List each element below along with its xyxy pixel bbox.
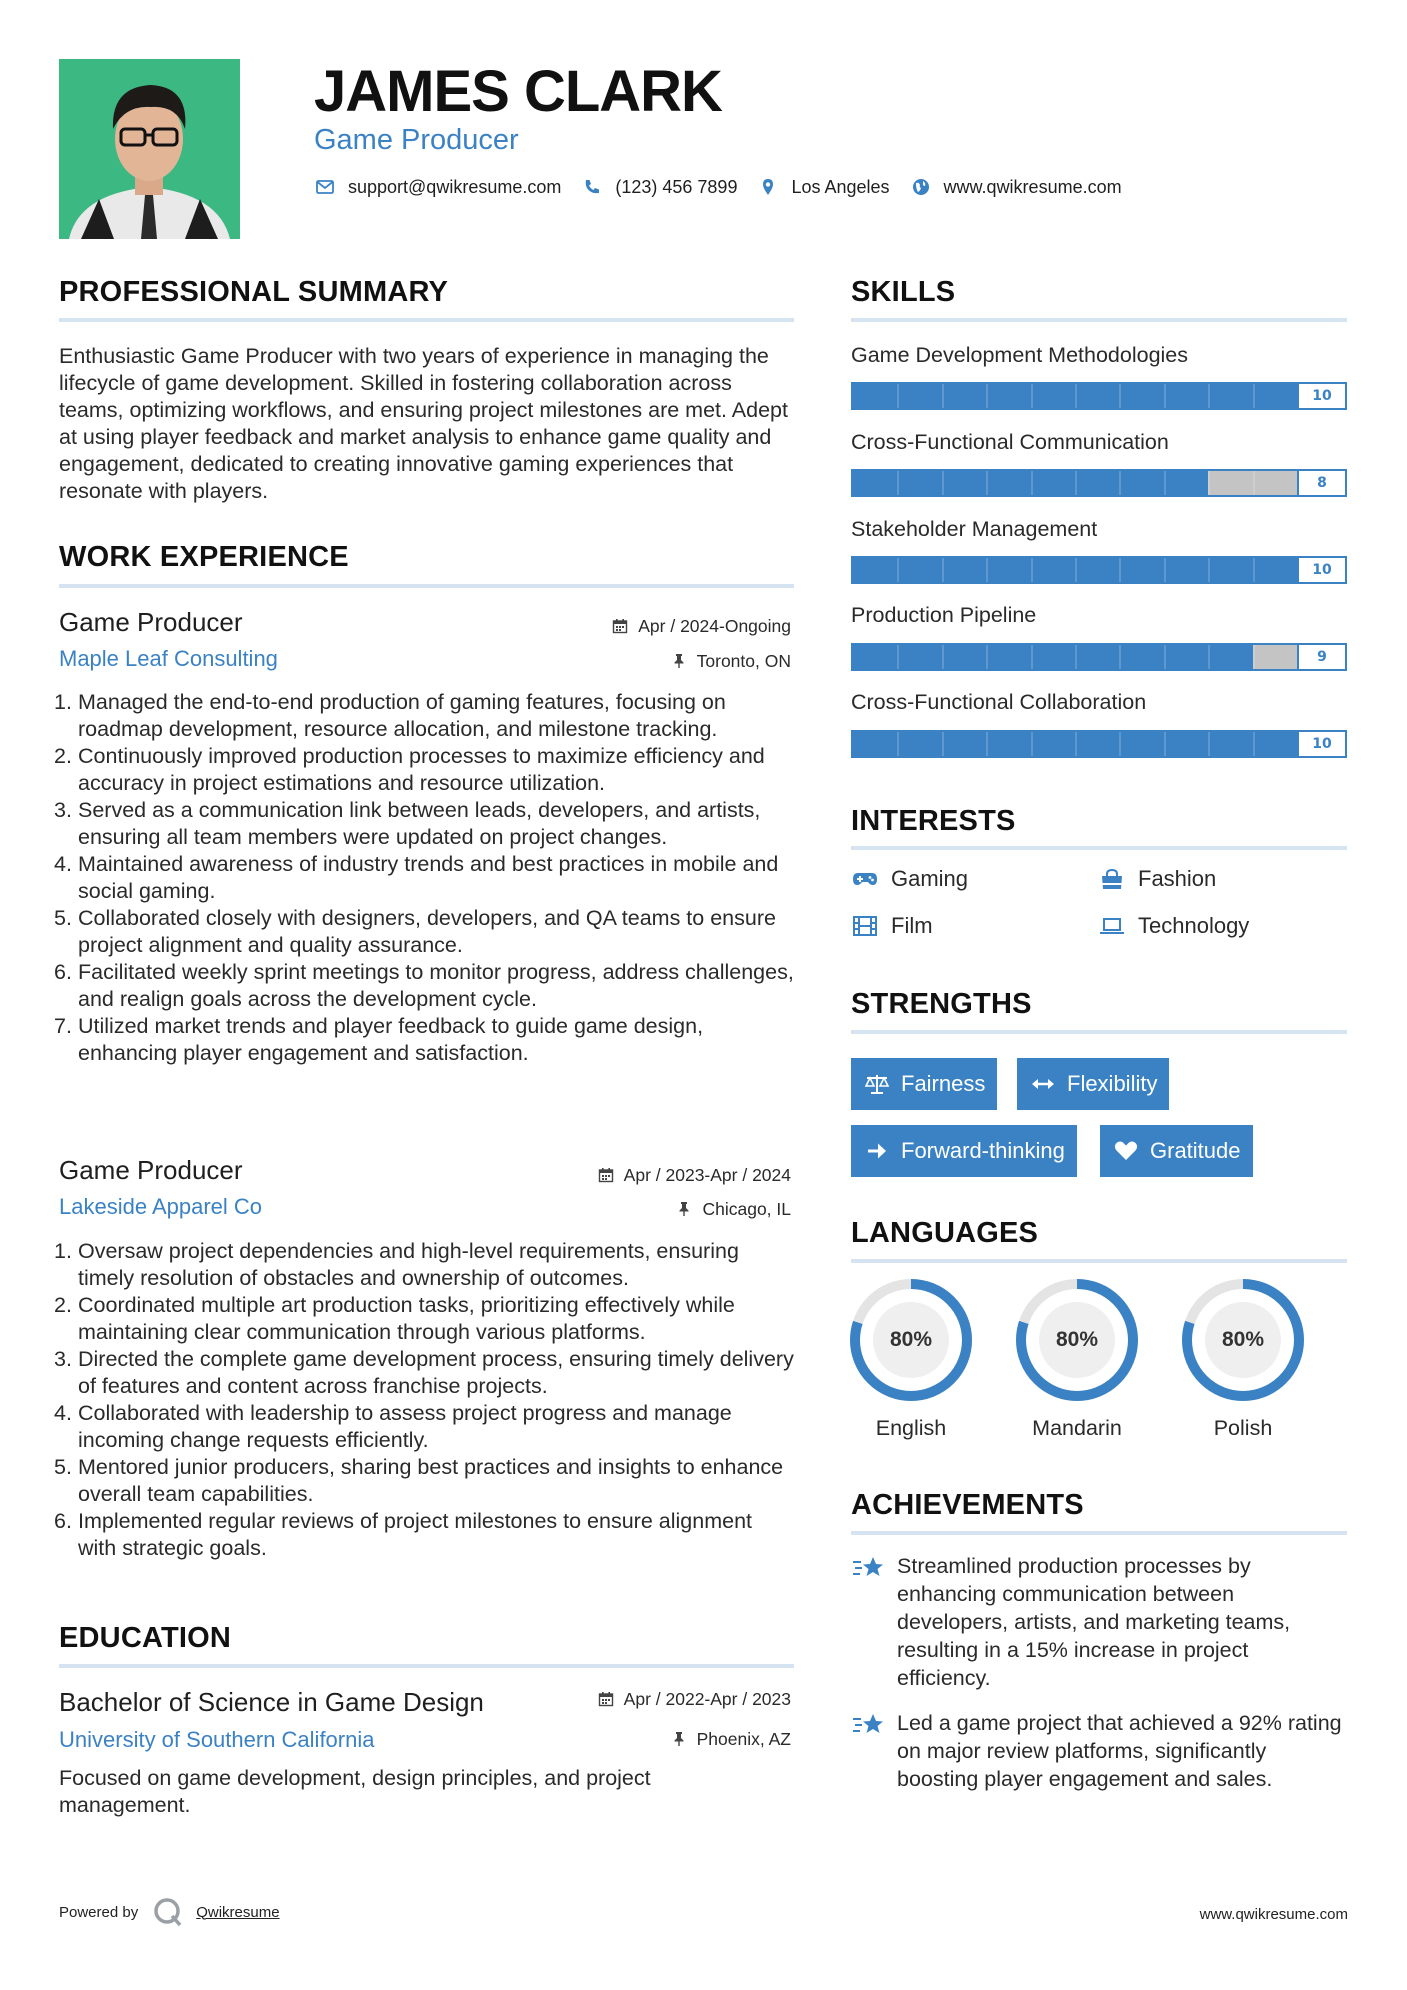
heart-icon: [1112, 1138, 1140, 1164]
skill-bar-segment: [1031, 732, 1033, 756]
interest-technology: [1098, 913, 1249, 939]
education-location-text: Phoenix, AZ: [696, 1729, 791, 1749]
interest-label: Fashion: [1138, 866, 1217, 891]
achievement-text: Streamlined production processes by enhancing communication between developers, artists, and marketing teams, resulting in a 15% increase in project efficiency.: [897, 1554, 1291, 1690]
skill-bar-segment: [1031, 471, 1033, 495]
shooting-star-icon: [851, 1554, 887, 1584]
skill-bar-segment: [1253, 732, 1255, 756]
skill-bar-segment: [1031, 384, 1033, 408]
experience-divider: [59, 584, 794, 588]
contact-phone[interactable]: [581, 176, 737, 198]
interest-gaming: [851, 866, 968, 892]
balance-scale-icon: [863, 1071, 891, 1097]
company-name: Maple Leaf Consulting: [59, 646, 278, 671]
skills-divider: [851, 318, 1347, 322]
skill-bar-segment: [986, 558, 988, 582]
strengths-heading: STRENGTHS: [851, 988, 1032, 1020]
interest-film: [851, 913, 933, 939]
interest-label: Film: [891, 913, 933, 938]
skill-level: 10: [1297, 558, 1345, 582]
skill-bar-segment: [1208, 645, 1210, 669]
contact-email[interactable]: [314, 176, 561, 198]
skill-name: Cross-Functional Collaboration: [851, 690, 1147, 714]
pin-icon: [676, 1201, 694, 1219]
skills-heading: SKILLS: [851, 276, 956, 308]
skill-bar-segment: [1119, 732, 1121, 756]
education-divider: [59, 1664, 794, 1668]
skill-bar-segment: [1253, 645, 1255, 669]
education-date-text: Apr / 2022-Apr / 2023: [623, 1689, 791, 1709]
skill-bar-segment: [986, 384, 988, 408]
language-polish: [1181, 1278, 1305, 1441]
arrow-right-icon: [863, 1138, 891, 1164]
skill-level: 8: [1297, 471, 1345, 495]
qwikresume-logo-icon: [152, 1896, 184, 1928]
skill-bar-segment: [942, 558, 944, 582]
language-name: Mandarin: [1032, 1416, 1122, 1440]
candidate-name: JAMES CLARK: [314, 59, 722, 124]
skill-bar-segment: [1164, 732, 1166, 756]
list-item: Maintained awareness of industry trends and best practices in mobile and social gaming.: [78, 852, 779, 903]
contact-website[interactable]: [910, 176, 1122, 198]
footer-website[interactable]: www.qwikresume.com: [1199, 1906, 1348, 1923]
job-bullets: [54, 1238, 794, 1562]
skill-bar: [851, 382, 1347, 410]
skill-bar: [851, 643, 1347, 671]
skill-level: 9: [1297, 645, 1345, 669]
skill-bar-segment: [1119, 384, 1121, 408]
list-item: Managed the end-to-end production of gaming features, focusing on roadmap development, resource allocation, and milestone tracking.: [78, 690, 726, 741]
skill-bar-segment: [1208, 471, 1210, 495]
summary-heading: PROFESSIONAL SUMMARY: [59, 276, 449, 308]
globe-icon: [910, 176, 932, 198]
list-item: Coordinated multiple art production tasks, prioritizing effectively while maintaining clear communication through various platforms.: [78, 1293, 735, 1344]
map-marker-icon: [757, 176, 779, 198]
skill-bar-segment: [986, 645, 988, 669]
calendar-icon: [612, 618, 630, 636]
skill-level: 10: [1297, 384, 1345, 408]
strength-badge: [1017, 1058, 1169, 1110]
gamepad-icon: [851, 867, 879, 891]
shooting-star-icon: [851, 1711, 887, 1741]
shopping-bag-icon: [1098, 867, 1126, 891]
skill-bar-segment: [986, 471, 988, 495]
skill-bar: [851, 556, 1347, 584]
skill-name: Stakeholder Management: [851, 517, 1098, 541]
interests-heading: INTERESTS: [851, 805, 1016, 837]
email-text: support@qwikresume.com: [348, 176, 562, 197]
skill-bar-segment: [942, 471, 944, 495]
strength-label: Gratitude: [1150, 1138, 1241, 1163]
skill-bar-segment: [1253, 471, 1255, 495]
skill-bar-segment: [897, 471, 899, 495]
contact-bar: [314, 176, 1142, 198]
list-item: Mentored junior producers, sharing best practices and insights to enhance overall team capabilities.: [78, 1455, 784, 1506]
phone-icon: [581, 176, 603, 198]
skill-bar-segment: [1031, 558, 1033, 582]
job-location: [671, 651, 791, 672]
languages-heading: LANGUAGES: [851, 1217, 1039, 1249]
language-percent: 80%: [1221, 1328, 1265, 1351]
envelope-icon: [314, 176, 336, 198]
pin-icon: [671, 653, 689, 671]
skill-bar-segment: [1075, 732, 1077, 756]
skill-bar-segment: [1164, 558, 1166, 582]
skill-bar-segment: [1119, 645, 1121, 669]
skill-name: Production Pipeline: [851, 603, 1037, 627]
interests-divider: [851, 846, 1347, 850]
skill-bar-segment: [1208, 384, 1210, 408]
strength-label: Fairness: [901, 1071, 986, 1096]
achievement-text: Led a game project that achieved a 92% rating on major review platforms, significantly boosting player engagement and sales.: [897, 1711, 1342, 1791]
strength-badge: [851, 1125, 1077, 1177]
calendar-icon: [598, 1691, 616, 1709]
school-name: University of Southern California: [59, 1727, 375, 1752]
strength-label: Flexibility: [1067, 1071, 1158, 1096]
skill-bar-segment: [897, 732, 899, 756]
skill-bar-segment: [1164, 384, 1166, 408]
interest-fashion: [1098, 866, 1216, 892]
skill-bar-segment: [897, 384, 899, 408]
skill-level: 10: [1297, 732, 1345, 756]
experience-heading: WORK EXPERIENCE: [59, 541, 349, 573]
interest-label: Technology: [1138, 913, 1250, 938]
skill-bar-segment: [1031, 645, 1033, 669]
skill-bar-segment: [897, 558, 899, 582]
job-location-text: Chicago, IL: [702, 1199, 791, 1219]
job-location-text: Toronto, ON: [696, 651, 791, 671]
powered-by-text: Powered by: [59, 1903, 139, 1921]
skill-bar: [851, 469, 1347, 497]
summary-divider: [59, 318, 794, 322]
job-date-text: Apr / 2023-Apr / 2024: [623, 1165, 791, 1185]
achievement-item: [851, 1552, 1347, 1692]
skill-bar-segment: [1253, 384, 1255, 408]
list-item: Implemented regular reviews of project milestones to ensure alignment with strategic goals.: [78, 1509, 752, 1560]
strengths-divider: [851, 1030, 1347, 1034]
degree-title: Bachelor of Science in Game Design: [59, 1687, 484, 1717]
list-item: Facilitated weekly sprint meetings to monitor progress, address challenges, and realign goals across the development cycle.: [78, 960, 794, 1011]
job-date-text: Apr / 2024-Ongoing: [638, 616, 791, 636]
footer-powered-by: [59, 1896, 280, 1928]
location-text: Los Angeles: [791, 176, 890, 197]
job-bullets: [54, 689, 794, 1067]
job-title: Game Producer: [59, 1155, 243, 1185]
language-percent: 80%: [889, 1328, 933, 1351]
candidate-role: Game Producer: [314, 124, 519, 156]
skill-bar-segment: [1253, 558, 1255, 582]
strength-badge: [851, 1058, 997, 1110]
summary-text: Enthusiastic Game Producer with two years of experience in managing the lifecycle of game development. Skilled in fostering collaboration across teams, optimizing workflows, and ensuring project milestones are met. Adept at using player feedback and market analysis to enhance game quality and engagement, dedicated to creating innovative gaming experiences that resonate with players.: [59, 344, 788, 503]
skill-name: Cross-Functional Communication: [851, 430, 1169, 454]
strength-label: Forward-thinking: [901, 1138, 1065, 1163]
list-item: Continuously improved production processes to maximize efficiency and accuracy in project estimations and resource utilization.: [78, 744, 765, 795]
skill-bar-segment: [942, 732, 944, 756]
skill-bar-fill: [853, 645, 1253, 669]
achievements-heading: ACHIEVEMENTS: [851, 1489, 1084, 1521]
language-english: [849, 1278, 973, 1441]
brand-link[interactable]: Qwikresume: [196, 1903, 280, 1921]
company-name: Lakeside Apparel Co: [59, 1194, 263, 1219]
skill-bar-segment: [1119, 558, 1121, 582]
list-item: Oversaw project dependencies and high-level requirements, ensuring timely resolution of obstacles and ownership of outcomes.: [78, 1239, 739, 1290]
list-item: Served as a communication link between leads, developers, and artists, ensuring all team members were updated on project changes.: [78, 798, 761, 849]
skill-bar-segment: [1208, 558, 1210, 582]
film-icon: [851, 914, 879, 938]
skill-bar-segment: [897, 645, 899, 669]
skill-bar: [851, 730, 1347, 758]
skill-bar-segment: [1208, 732, 1210, 756]
interest-label: Gaming: [891, 866, 969, 891]
languages-divider: [851, 1259, 1347, 1263]
skill-name: Game Development Methodologies: [851, 343, 1189, 367]
calendar-icon: [598, 1167, 616, 1185]
language-mandarin: [1015, 1278, 1139, 1441]
phone-text: (123) 456 7899: [615, 176, 738, 197]
list-item: Utilized market trends and player feedback to guide game design, enhancing player engagement and satisfaction.: [78, 1014, 704, 1065]
skill-bar-segment: [1075, 471, 1077, 495]
job-date: [612, 616, 791, 637]
skill-bar-segment: [1075, 384, 1077, 408]
education-date: [598, 1689, 791, 1710]
list-item: Collaborated with leadership to assess project progress and manage incoming change requests efficiently.: [78, 1401, 732, 1452]
skill-bar-segment: [1164, 471, 1166, 495]
language-name: Polish: [1213, 1416, 1273, 1440]
skill-bar-segment: [986, 732, 988, 756]
language-name: English: [875, 1416, 947, 1440]
laptop-icon: [1098, 914, 1126, 938]
job-location: [676, 1199, 791, 1220]
contact-location: [757, 176, 889, 198]
list-item: Collaborated closely with designers, developers, and QA teams to ensure project alignment and quality assurance.: [78, 906, 776, 957]
language-percent: 80%: [1055, 1328, 1099, 1351]
pin-icon: [671, 1731, 689, 1749]
job-title: Game Producer: [59, 607, 243, 637]
education-description: Focused on game development, design principles, and project management.: [59, 1766, 651, 1817]
skill-bar-segment: [1075, 558, 1077, 582]
skill-bar-segment: [942, 645, 944, 669]
skill-bar-segment: [1119, 471, 1121, 495]
education-location: [671, 1729, 791, 1750]
skill-bar-segment: [942, 384, 944, 408]
achievement-item: [851, 1709, 1347, 1793]
job-date: [598, 1165, 791, 1186]
skill-bar-segment: [1075, 645, 1077, 669]
profile-photo: [59, 59, 240, 239]
achievements-divider: [851, 1531, 1347, 1535]
list-item: Directed the complete game development process, ensuring timely delivery of features and content across franchise projects.: [78, 1347, 794, 1398]
strength-badge: [1100, 1125, 1253, 1177]
arrows-horizontal-icon: [1029, 1071, 1057, 1097]
website-text: www.qwikresume.com: [943, 176, 1122, 197]
skill-bar-segment: [1164, 645, 1166, 669]
education-heading: EDUCATION: [59, 1622, 232, 1654]
